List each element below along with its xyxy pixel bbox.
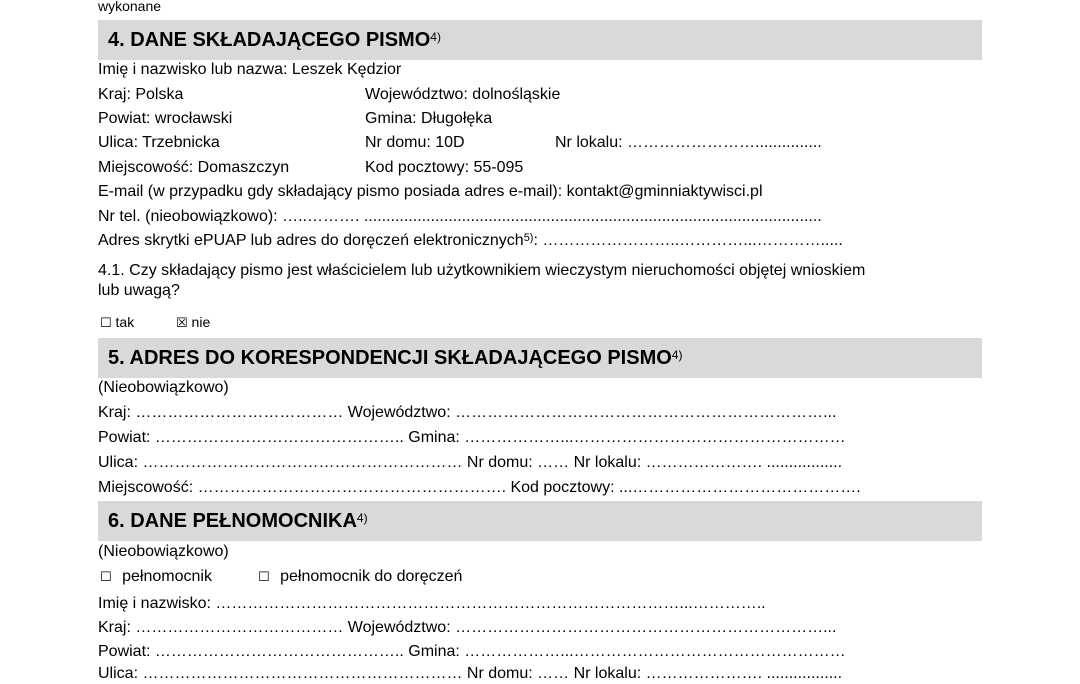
section-6-optional-note: (Nieobowiązkowo) xyxy=(98,543,229,560)
applicant-house-no: Nr domu: 10D xyxy=(365,134,465,151)
applicant-phone: Nr tel. (nieobowiązkowo): …..………. ....................................................................................................... xyxy=(98,208,822,225)
checkbox-checked-icon[interactable]: ☒ xyxy=(176,316,188,331)
proxy-name-line: Imię i nazwisko: ……………………………………………………………………………...………….. xyxy=(98,595,766,612)
option-pelnomocnik-do-doreczen[interactable]: ☐ pełnomocnik do doręczeń xyxy=(258,568,463,585)
section-6-footnote: 4) xyxy=(356,511,368,525)
applicant-email: E-mail (w przypadku gdy składający pismo posiada adres e-mail): kontakt@gminniaktywisci.pl xyxy=(98,183,763,200)
applicant-postal-code: Kod pocztowy: 55-095 xyxy=(365,159,524,176)
applicant-epuap: Adres skrytki ePUAP lub adres do doręczeń elektronicznych$^{5)}$: ……………………..…………...…………..... xyxy=(98,232,843,249)
correspondence-city-line: Miejscowość: …………………………………………………. Kod pocztowy: ...……………………………………. xyxy=(98,479,861,496)
correspondence-country-line: Kraj: ………………………………… Województwo: ……………………………………………………………... xyxy=(98,404,837,421)
applicant-apt-no: Nr lokalu: ……………………............... xyxy=(555,134,822,151)
checkbox-unchecked-icon[interactable]: ☐ xyxy=(100,570,112,585)
section-4-header xyxy=(98,20,982,60)
section-5-header xyxy=(98,338,982,378)
proxy-county-line: Powiat: ……………………………………….. Gmina: ………………...…………………………………………… xyxy=(98,643,846,660)
section-5-footnote: 4) xyxy=(671,348,683,362)
section-6-title: 6. DANE PEŁNOMOCNIKA xyxy=(108,510,357,532)
option-pelnomocnik[interactable]: ☐ pełnomocnik xyxy=(100,568,212,585)
option-nie[interactable]: ☒ nie xyxy=(176,314,211,331)
section-5-optional-note: (Nieobowiązkowo) xyxy=(98,379,229,396)
question-4-1-line-2: lub uwagą? xyxy=(98,282,180,299)
proxy-street-line: Ulica: …………………………………………………… Nr domu: …… Nr lokalu: …………………. ................. xyxy=(98,665,843,682)
correspondence-street-line: Ulica: …………………………………………………… Nr domu: …… Nr lokalu: …………………. ................. xyxy=(98,454,843,471)
section-5-title: 5. ADRES DO KORESPONDENCJI SKŁADAJĄCEGO PISMO xyxy=(108,347,672,369)
correspondence-county-line: Powiat: ……………………………………….. Gmina: ………………...…………………………………………… xyxy=(98,429,846,446)
section-4-title: 4. DANE SKŁADAJĄCEGO PISMO xyxy=(108,29,431,51)
applicant-voivodeship: Województwo: dolnośląskie xyxy=(365,86,561,103)
section-4-footnote: 4) xyxy=(430,30,441,44)
checkbox-unchecked-icon[interactable]: ☐ xyxy=(258,570,270,585)
applicant-name: Imię i nazwisko lub nazwa: Leszek Kędzior xyxy=(98,61,402,78)
applicant-country: Kraj: Polska xyxy=(98,86,184,103)
checkbox-unchecked-icon[interactable]: ☐ xyxy=(100,316,112,331)
applicant-street: Ulica: Trzebnicka xyxy=(98,134,220,151)
section-6-header xyxy=(98,501,982,541)
question-4-1-line-1: 4.1. Czy składający pismo jest właścicielem lub użytkownikiem wieczystym nieruchomości objętej wnioskiem xyxy=(98,262,866,279)
proxy-country-line: Kraj: ………………………………… Województwo: ……………………………………………………………... xyxy=(98,619,837,636)
option-tak[interactable]: ☐ tak xyxy=(100,314,135,331)
previous-section-fragment: wykonane xyxy=(98,0,162,14)
applicant-county: Powiat: wrocławski xyxy=(98,110,233,127)
applicant-city: Miejscowość: Domaszczyn xyxy=(98,159,290,176)
applicant-commune: Gmina: Długołęka xyxy=(365,110,493,127)
